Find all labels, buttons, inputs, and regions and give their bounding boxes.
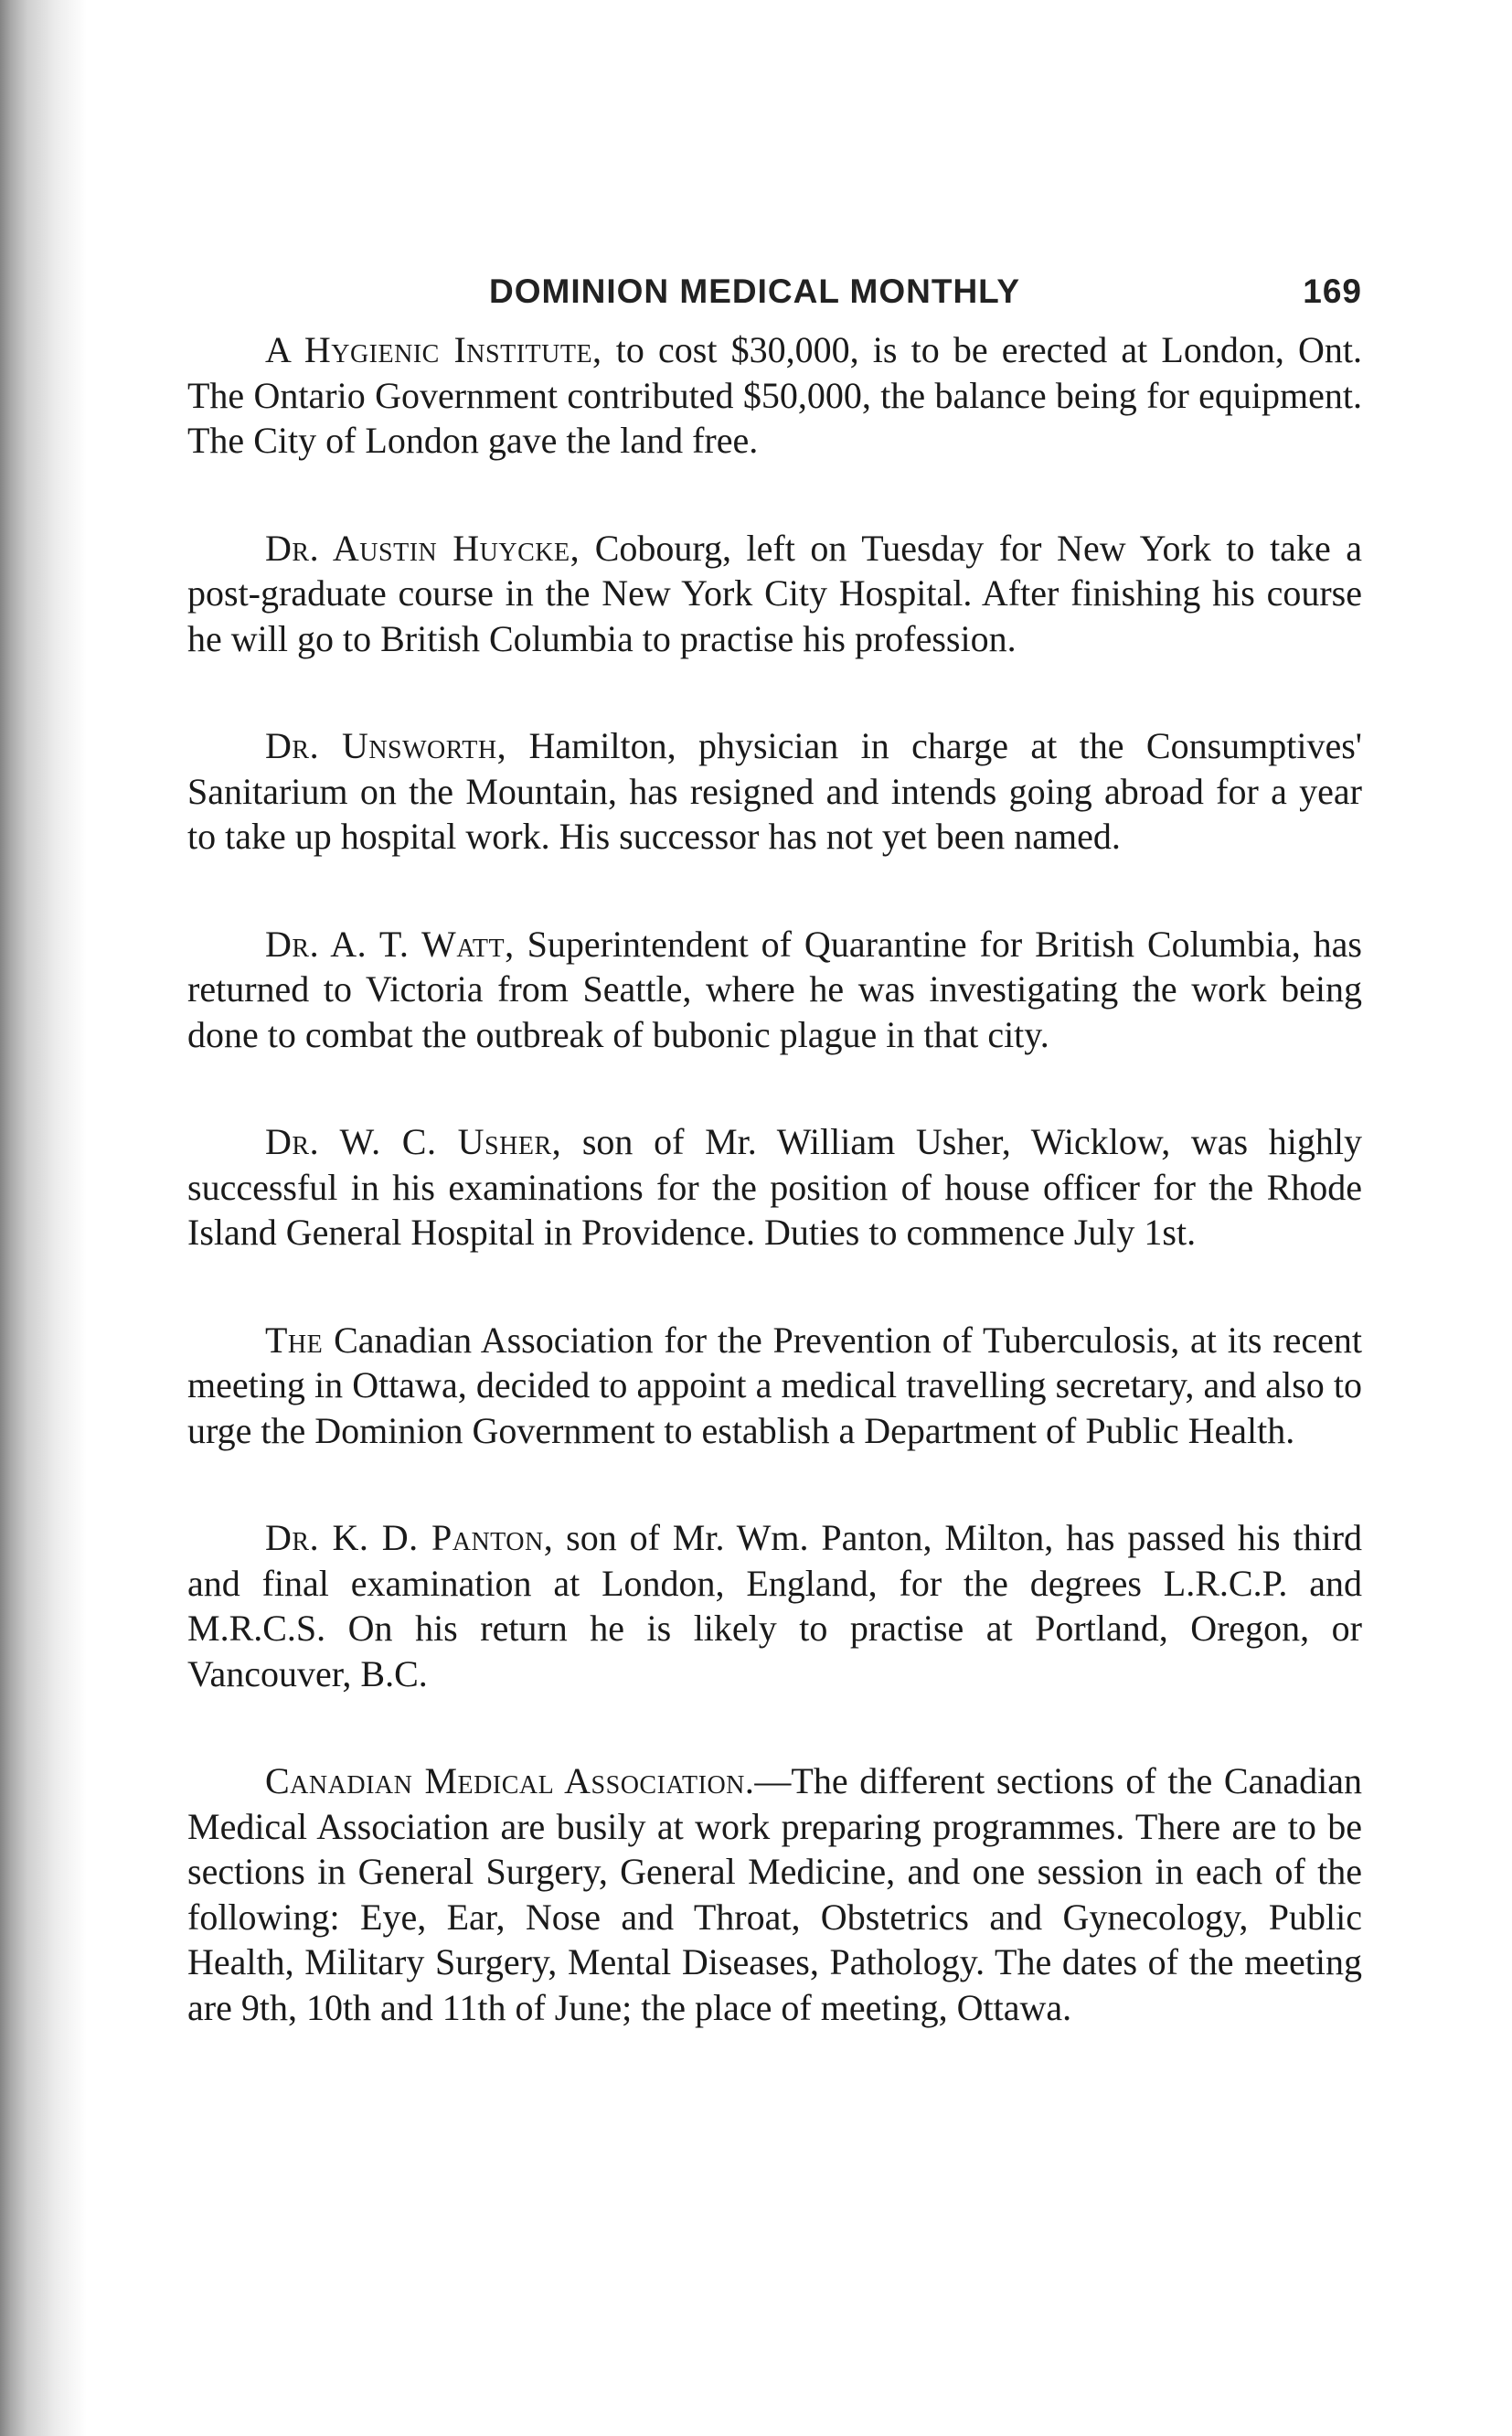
item-lead: Dr. Austin Huycke, [265,527,580,569]
journal-page [187,272,1362,2092]
news-item-usher [187,1119,1362,1255]
item-text: Superintendent of Quarantine for British Columbia, has returned to Victoria from Seattle, where he was investigating the work being done to combat the outbreak of bubonic plague in that city. [187,923,1362,1055]
item-lead: Canadian Medical Association. [265,1760,755,1801]
item-lead: The [265,1319,324,1361]
news-item-panton [187,1515,1362,1696]
item-text: son of Mr. Wm. Panton, Milton, has passed his third and final examination at London, England, for the degrees L.R.C.P. and M.R.C.S. On his return he is likely to practise at Portland, Oregon, or Vancouver, B.C. [187,1517,1363,1694]
item-lead: Dr. W. C. Usher, [265,1121,562,1162]
news-item-unsworth [187,723,1362,860]
item-lead: A Hygienic Institute, [265,329,602,370]
item-text: —The different sections of the Canadian Medical Association are busily at work preparing programmes. There are to be sections in General Surgery, General Medicine, and one session in each of the following: Eye, Ear, Nose and Throat, Obstetrics and Gynecology, Public Health, Military Surgery, Mental Diseases, Pathology. The dates of the meeting are 9th, 10th and 11th of June; the place of meeting, Ottawa. [187,1760,1362,2028]
news-item-hygienic-institute [187,327,1362,464]
news-item-watt [187,922,1362,1058]
page-header [187,272,1362,327]
page-number: 169 [1303,272,1362,310]
item-lead: Dr. A. T. Watt, [265,923,515,965]
item-text: to cost $30,000, is to be erected at London, Ont. The Ontario Government contributed $50,000, the balance being for equipment. The City of London gave the land free. [187,329,1363,461]
item-text: Cobourg, left on Tuesday for New York to take a post-graduate course in the New York City Hospital. After finishing his course he will go to British Columbia to practise his profession. [187,527,1362,659]
item-text: Canadian Association for the Prevention of Tuberculosis, at its recent meeting in Ottawa, decided to appoint a medical travelling secretary, and also to urge the Dominion Government to establish a Department of Public Health. [187,1319,1362,1451]
running-title: DOMINION MEDICAL MONTHLY [489,272,1021,310]
item-text: son of Mr. William Usher, Wicklow, was highly successful in his examinations for the position of house officer for the Rhode Island General Hospital in Providence. Duties to commence July 1st. [187,1121,1362,1253]
news-item-canadian-medical-association [187,1758,1362,2030]
scan-binding-shadow [0,0,87,2436]
item-lead: Dr. K. D. Panton, [265,1517,554,1558]
item-lead: Dr. Unsworth, [265,725,507,766]
news-item-huycke [187,526,1362,662]
news-item-tuberculosis-association [187,1318,1362,1454]
item-text: Hamilton, physician in charge at the Consumptives' Sanitarium on the Mountain, has resigned and intends going abroad for a year to take up hospital work. His successor has not yet been named. [187,725,1362,857]
